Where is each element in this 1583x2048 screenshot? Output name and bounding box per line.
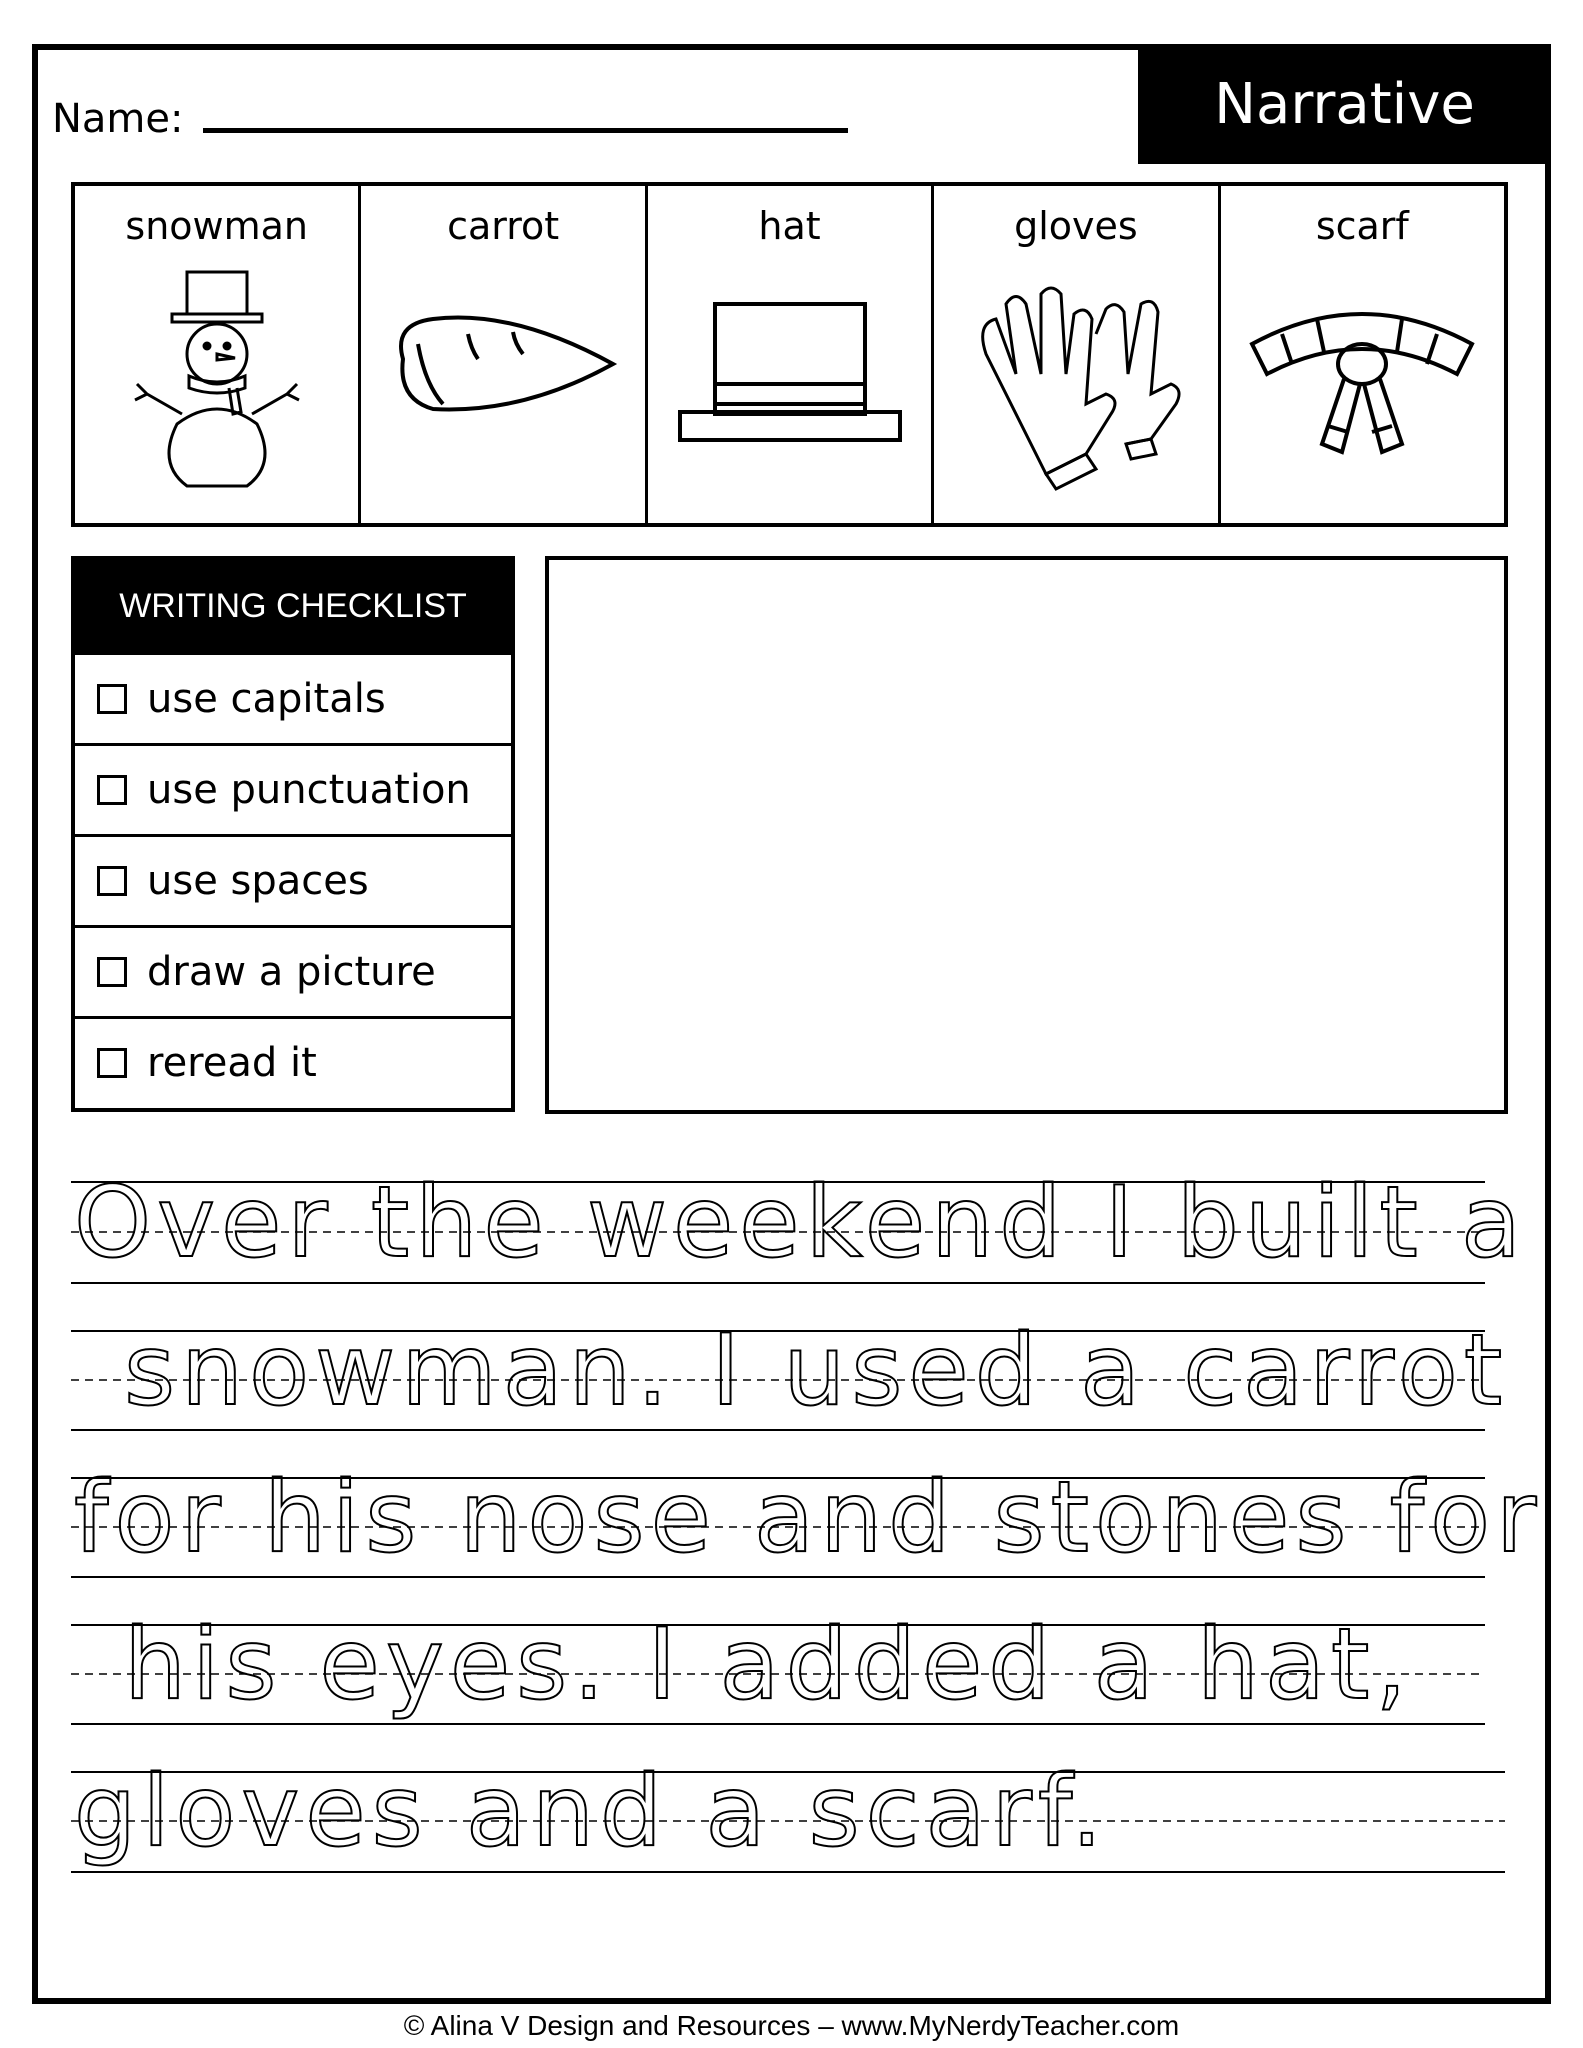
trace-line-2: snowman. I used a carrot xyxy=(124,1314,1509,1428)
trace-line-5: gloves and a scarf. xyxy=(74,1755,1109,1869)
checklist-title: WRITING CHECKLIST xyxy=(75,560,511,652)
checklist-item-label: use punctuation xyxy=(147,767,471,813)
checklist-item-label: use capitals xyxy=(147,676,386,722)
vocab-word: scarf xyxy=(1315,204,1409,248)
trace-line-3: for his nose and stones for xyxy=(74,1461,1543,1575)
vocab-word: hat xyxy=(758,204,821,248)
trace-line-4: his eyes. I added a hat, xyxy=(124,1608,1413,1722)
name-label: Name: xyxy=(52,96,184,142)
trace-line-1: Over the weekend I built a xyxy=(74,1166,1528,1280)
checklist-item-label: reread it xyxy=(147,1040,317,1086)
checklist-item-label: draw a picture xyxy=(147,949,436,995)
vocab-word: gloves xyxy=(1014,204,1138,248)
vocab-word: snowman xyxy=(125,204,308,248)
vocab-word: carrot xyxy=(447,204,560,248)
genre-tag: Narrative xyxy=(1138,44,1551,164)
copyright-footer: © Alina V Design and Resources – www.MyNerdyTeacher.com xyxy=(403,2010,1180,2041)
checklist-item-label: use spaces xyxy=(147,858,369,904)
